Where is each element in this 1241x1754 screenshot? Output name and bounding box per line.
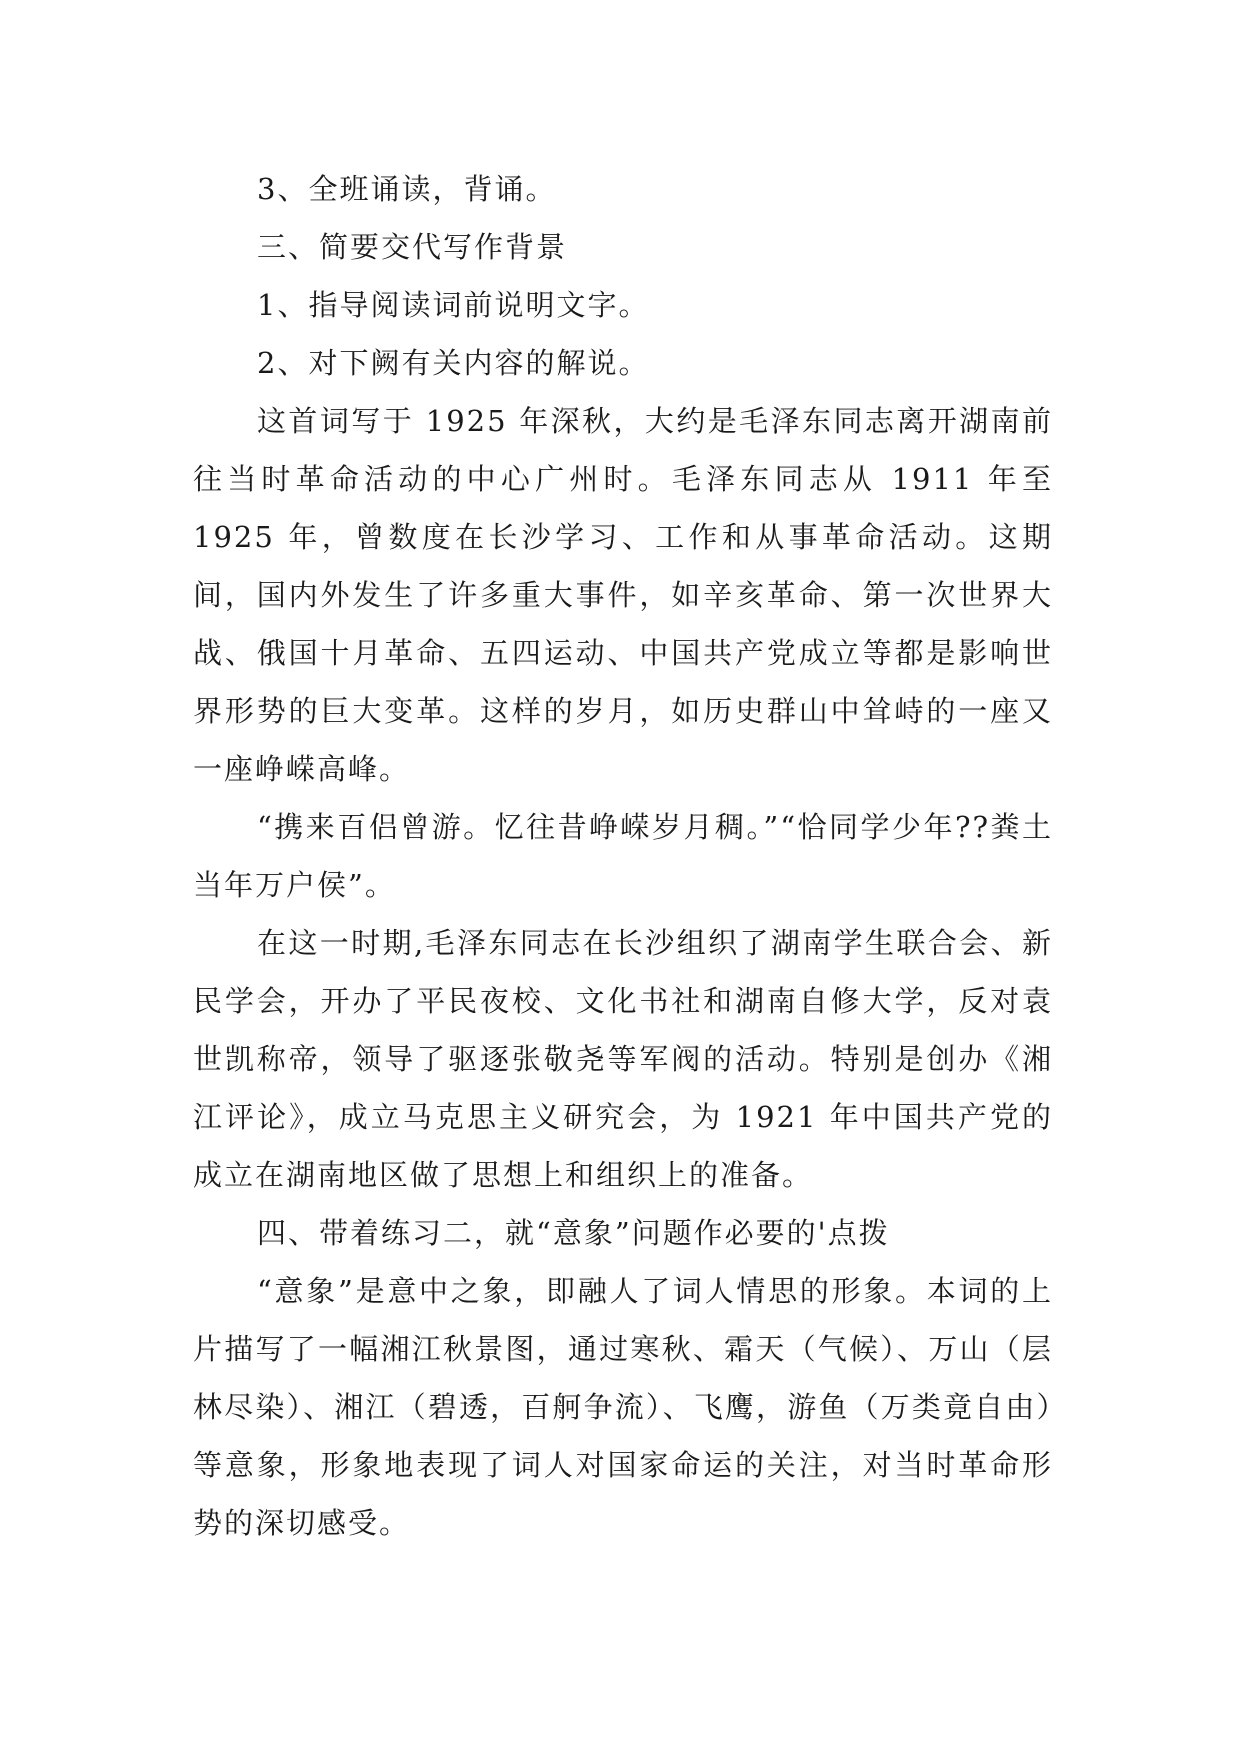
paragraph-guide-reading: 1、指导阅读词前说明文字。: [257, 288, 650, 322]
section-heading-imagery: 四、带着练习二，就“意象”问题作必要的'点拨: [257, 1216, 890, 1250]
paragraph-background-1925: 这首词写于 1925 年深秋，大约是毛泽东同志离开湖南前往当时革命活动的中心广州时。毛泽东同志从 1911 年至 1925 年，曾数度在长沙学习、工作和从事革命活动。这期间，国内外发生了许多重大事件，如辛亥革命、第一次世界大战、俄国十月革命、五四运动、中国共产党成立等都是影响世界形势的巨大变革。这样的岁月，如历史群山中耸峙的一座又一座峥嵘高峰。: [193, 404, 1053, 786]
paragraph-quotation: “携来百侣曾游。忆往昔峥嵘岁月稠。”“恰同学少年??粪土当年万户侯”。: [193, 810, 1053, 902]
paragraph-explanation: 2、对下阙有关内容的解说。: [257, 346, 650, 380]
paragraph-changsha-activities: 在这一时期,毛泽东同志在长沙组织了湖南学生联合会、新民学会，开办了平民夜校、文化书社和湖南自修大学，反对袁世凯称帝，领导了驱逐张敬尧等军阀的活动。特别是创办《湘江评论》，成立马克思主义研究会，为 1921 年中国共产党的成立在湖南地区做了思想上和组织上的准备。: [193, 926, 1053, 1192]
section-heading-background: 三、简要交代写作背景: [257, 230, 568, 264]
document-body: [193, 160, 1053, 1552]
paragraph-imagery: “意象”是意中之象，即融人了词人情思的形象。本词的上片描写了一幅湘江秋景图，通过寒秋、霜天（气候）、万山（层林尽染）、湘江（碧透，百舸争流）、飞鹰，游鱼（万类竟自由）等意象，形象地表现了词人对国家命运的关注，对当时革命形势的深切感受。: [193, 1274, 1053, 1540]
paragraph-recite: 3、全班诵读，背诵。: [257, 172, 557, 206]
